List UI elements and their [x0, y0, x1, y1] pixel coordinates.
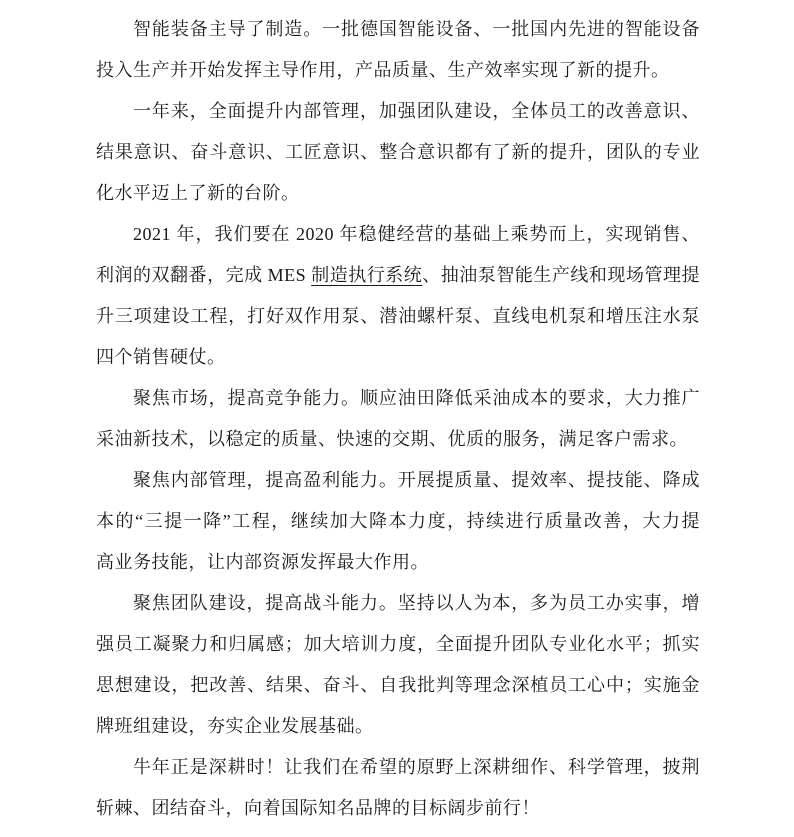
paragraph-closing-ox-year	[96, 747, 700, 829]
text-line: 斩棘、团结奋斗，向着国际知名品牌的目标阔步前行！	[96, 798, 540, 818]
paragraph-2021-goals	[96, 214, 700, 378]
text-line: 思想建设，把改善、结果、奋斗、自我批判等理念深植员工心中；实施金	[96, 675, 700, 695]
text-line: 强员工凝聚力和归属感；加大培训力度，全面提升团队专业化水平；抓实	[96, 634, 700, 654]
text-line: 高业务技能，让内部资源发挥最大作用。	[96, 552, 429, 572]
paragraph-smart-equipment	[96, 9, 700, 91]
text-line: 聚焦市场，提高竞争能力。顺应油田降低采油成本的要求，大力推广	[133, 388, 700, 408]
text-line: 升三项建设工程，打好双作用泵、潜油螺杆泵、直线电机泵和增压注水泵	[96, 306, 700, 326]
text-segment: 利润的双翻番，完成 MES	[96, 265, 312, 285]
text-line: 投入生产并开始发挥主导作用，产品质量、生产效率实现了新的提升。	[96, 60, 670, 80]
text-line: 本的“三提一降”工程，继续加大降本力度，持续进行质量改善，大力提	[96, 511, 700, 531]
text-line: 一年来，全面提升内部管理，加强团队建设，全体员工的改善意识、	[133, 101, 700, 121]
underlined-text-mes-system: 制造执行系统	[311, 265, 423, 285]
text-line: 聚焦团队建设，提高战斗能力。坚持以人为本，多为员工办实事，增	[133, 593, 700, 613]
paragraph-focus-market	[96, 378, 700, 460]
text-line: 四个销售硬仗。	[96, 347, 226, 367]
text-line: 牌班组建设，夯实企业发展基础。	[96, 716, 374, 736]
paragraph-internal-management-review	[96, 91, 700, 214]
text-segment: 、抽油泵智能生产线和现场管理提	[422, 265, 700, 285]
text-line: 牛年正是深耕时！让我们在希望的原野上深耕细作、科学管理，披荆	[133, 757, 700, 777]
text-line: 采油新技术，以稳定的质量、快速的交期、优质的服务，满足客户需求。	[96, 429, 688, 449]
text-line: 化水平迈上了新的台阶。	[96, 183, 300, 203]
text-line: 智能装备主导了制造。一批德国智能设备、一批国内先进的智能设备	[133, 19, 700, 39]
text-line: 结果意识、奋斗意识、工匠意识、整合意识都有了新的提升，团队的专业	[96, 142, 700, 162]
text-line	[96, 255, 700, 296]
text-line: 2021 年，我们要在 2020 年稳健经营的基础上乘势而上，实现销售、	[133, 224, 700, 244]
paragraph-focus-internal-management	[96, 460, 700, 583]
text-line: 聚焦内部管理，提高盈利能力。开展提质量、提效率、提技能、降成	[133, 470, 700, 490]
paragraph-focus-team-building	[96, 583, 700, 747]
